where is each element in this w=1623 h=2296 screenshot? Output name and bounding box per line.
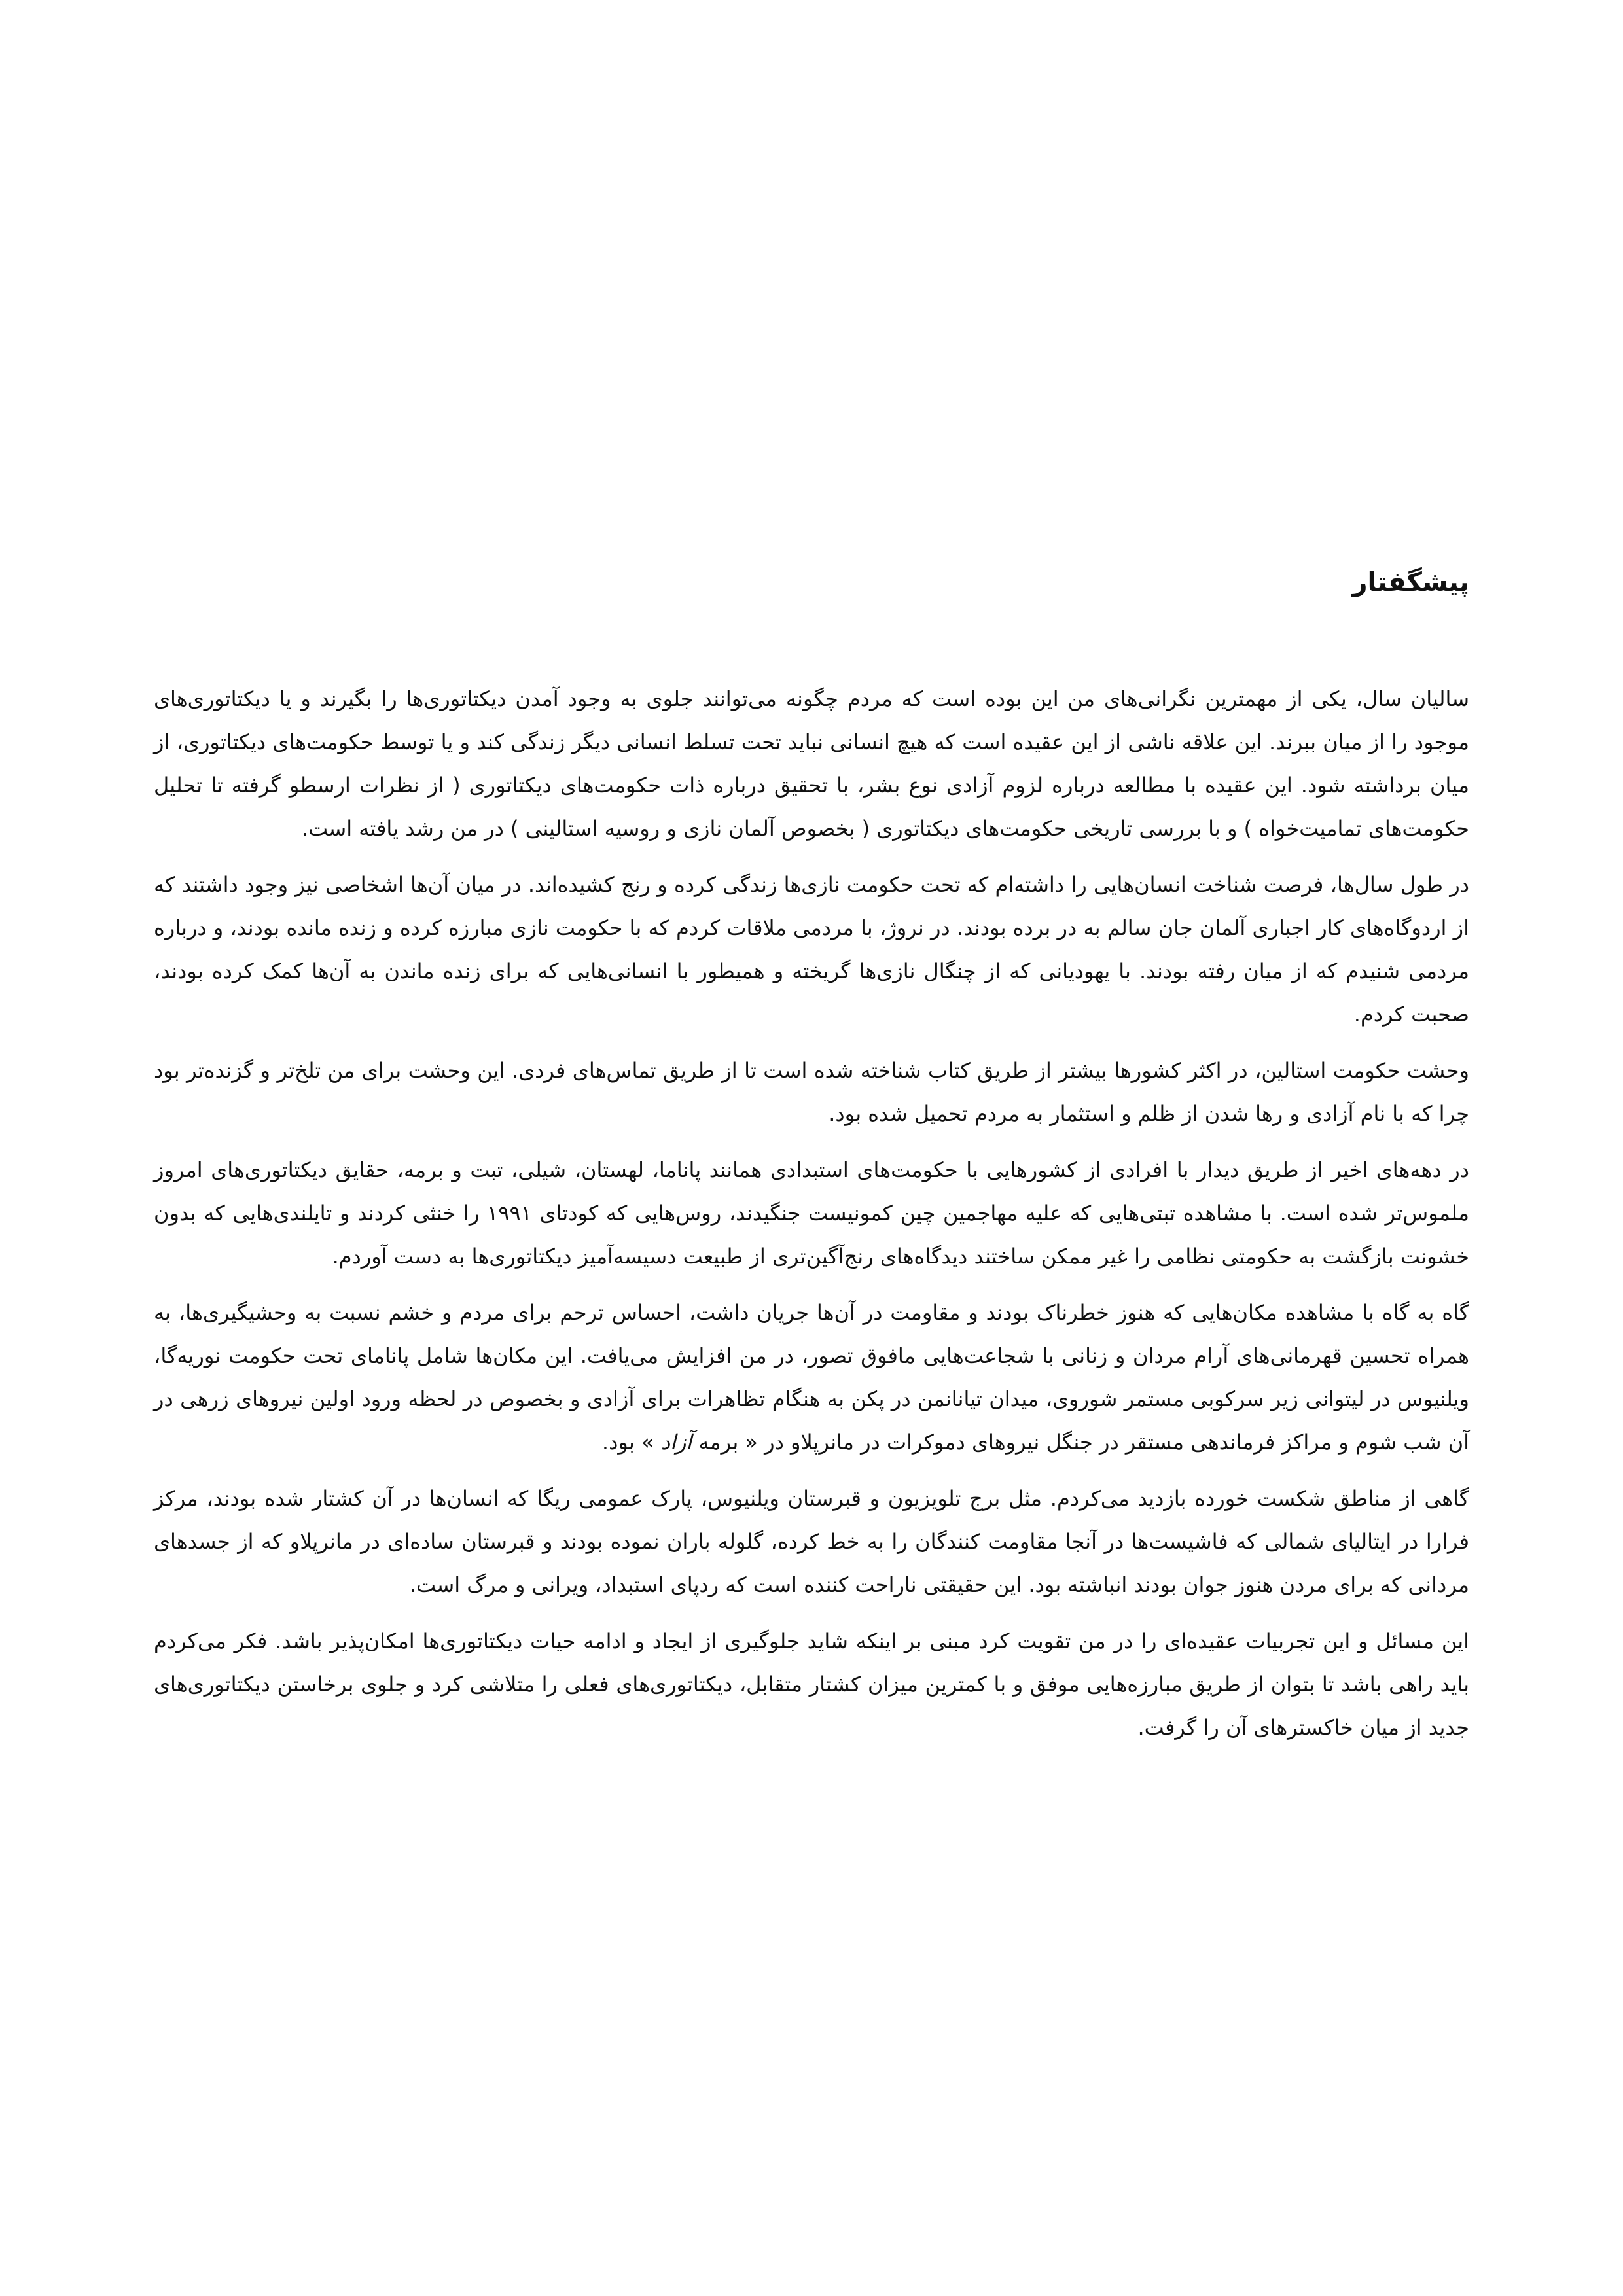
paragraph-4: در دهه‌های اخیر از طریق دیدار با افرادی از کشورهایی با حکومت‌های استبدادی همانند پاناما، لهستان، شیلی، تبت و برمه، حقایق دیکتاتوری‌های امروز ملموس‌تر شده است. با مشاهده تبتی‌هایی که علیه مهاجمین چین کمونیست جنگیدند، روس‌هایی که کودتای ۱۹۹۱ را خنثی کردند و تایلندی‌هایی که بدون خشونت بازگشت به حکومتی نظامی را غیر ممکن ساختند دیدگاه‌های رنج‌آگین‌تری از طبیعت دسیسه‌آمیز دیکتاتوری‌ها به دست آوردم. bbox=[154, 1157, 1470, 1269]
paragraph-5-text: گاه به گاه با مشاهده مکان‌هایی که هنوز خطرناک بودند و مقاومت در آن‌ها جریان داشت، احساس ترحم برای مردم و خشم نسبت به وحشیگیری‌ها، به همراه تحسین قهرمانی‌های آرام مردان و زنانی با شجاعت‌هایی مافوق تصور، در من افزایش می‌یافت. این مکان‌ها شامل پانامای تحت حکومت نوریه‌گا، ویلنیوس در لیتوانی زیر سرکوبی مستمر شوروی، میدان تیانانمن در پکن به هنگام تظاهرات برای آزادی و بخصوص در لحظه ورود اولین نیروهای زرهی در آن شب شوم و مراکز فرماندهی مستقر در جنگل نیروهای دموکرات در مانرپلاو در « برمه bbox=[154, 1300, 1469, 1455]
paragraph-7: این مسائل و این تجربیات عقیده‌ای را در من تقویت کرد مبنی بر اینکه شاید جلوگیری از ایجاد و ادامه حیات دیکتاتوری‌ها امکان‌پذیر باشد. فکر می‌کردم باید راهی باشد تا بتوان از طریق مبارزه‌هایی موفق و با کمترین میزان کشتار متقابل، دیکتاتوری‌های فعلی را متلاشی کرد و جلوی برخاستن دیکتاتوری‌های جدید از میان خاکسترهای آن را گرفت. bbox=[154, 1629, 1469, 1740]
page-title: پیشگفتار bbox=[1352, 567, 1469, 597]
paragraph-5-tail: » بود. bbox=[601, 1430, 661, 1455]
paragraph-1: سالیان سال، یکی از مهمترین نگرانی‌های من این بوده است که مردم چگونه می‌توانند جلوی به وجود آمدن دیکتاتوری‌ها را بگیرند و یا دیکتاتوری‌های موجود را از میان ببرند. این علاقه ناشی از این عقیده است که هیچ انسانی نباید تحت تسلط انسانی دیگر زندگی کند و یا توسط حکومت‌های دیکتاتوری، از میان برداشته شود. این عقیده با مطالعه درباره لزوم آزادی نوع بشر، با تحقیق درباره ذات حکومت‌های دیکتاتوری ( از نظرات ارسطو گرفته تا تحلیل حکومت‌های تمامیت‌خواه ) و با بررسی تاریخی حکومت‌های دیکتاتوری ( بخصوص آلمان نازی و روسیه استالینی ) در من رشد یافته است. bbox=[154, 686, 1469, 841]
paragraph-3: وحشت حکومت استالین، در اکثر کشورها بیشتر از طریق کتاب شناخته شده است تا از طریق تماس‌های فردی. این وحشت برای من تلخ‌تر و گزنده‌تر بود چرا که با نام آزادی و رها شدن از ظلم و استثمار به مردم تحمیل شده بود. bbox=[154, 1058, 1469, 1126]
paragraph-6: گاهی از مناطق شکست خورده بازدید می‌کردم. مثل برج تلویزیون و قبرستان ویلنیوس، پارک عمومی ریگا که انسان‌ها در آن کشتار شده بودند، مرکز فرارا در ایتالیای شمالی که فاشیست‌ها در آنجا مقاومت کنندگان را به خط کرده، گلوله باران نموده بودند و قبرستان ساده‌ای در مانرپلاو که از جسدهای مردانی که برای مردن هنوز جوان بودند انباشته بود. این حقیقتی ناراحت کننده است که ردپای استبداد، ویرانی و مرگ است. bbox=[154, 1486, 1469, 1597]
paragraph-5 bbox=[154, 1291, 1469, 1464]
document-body bbox=[154, 563, 1469, 1762]
paragraph-2: در طول سال‌ها، فرصت شناخت انسان‌هایی را داشته‌ام که تحت حکومت نازی‌ها زندگی کرده و رنج کشیده‌اند. در میان آن‌ها اشخاصی نیز وجود داشتند که از اردوگاه‌های کار اجباری آلمان جان سالم به در برده بودند. در نروژ، با مردمی ملاقات کردم که با حکومت نازی مبارزه کرده و زنده مانده بودند، و درباره مردمی شنیدم که از میان رفته بودند. با یهودیانی که از چنگال نازی‌ها گریخته و همیطور با انسانی‌هایی که برای زنده ماندن به آن‌ها کمک کرده بودند، صحبت کردم. bbox=[154, 872, 1469, 1027]
paragraph-5-italic: آزاد bbox=[660, 1430, 692, 1455]
